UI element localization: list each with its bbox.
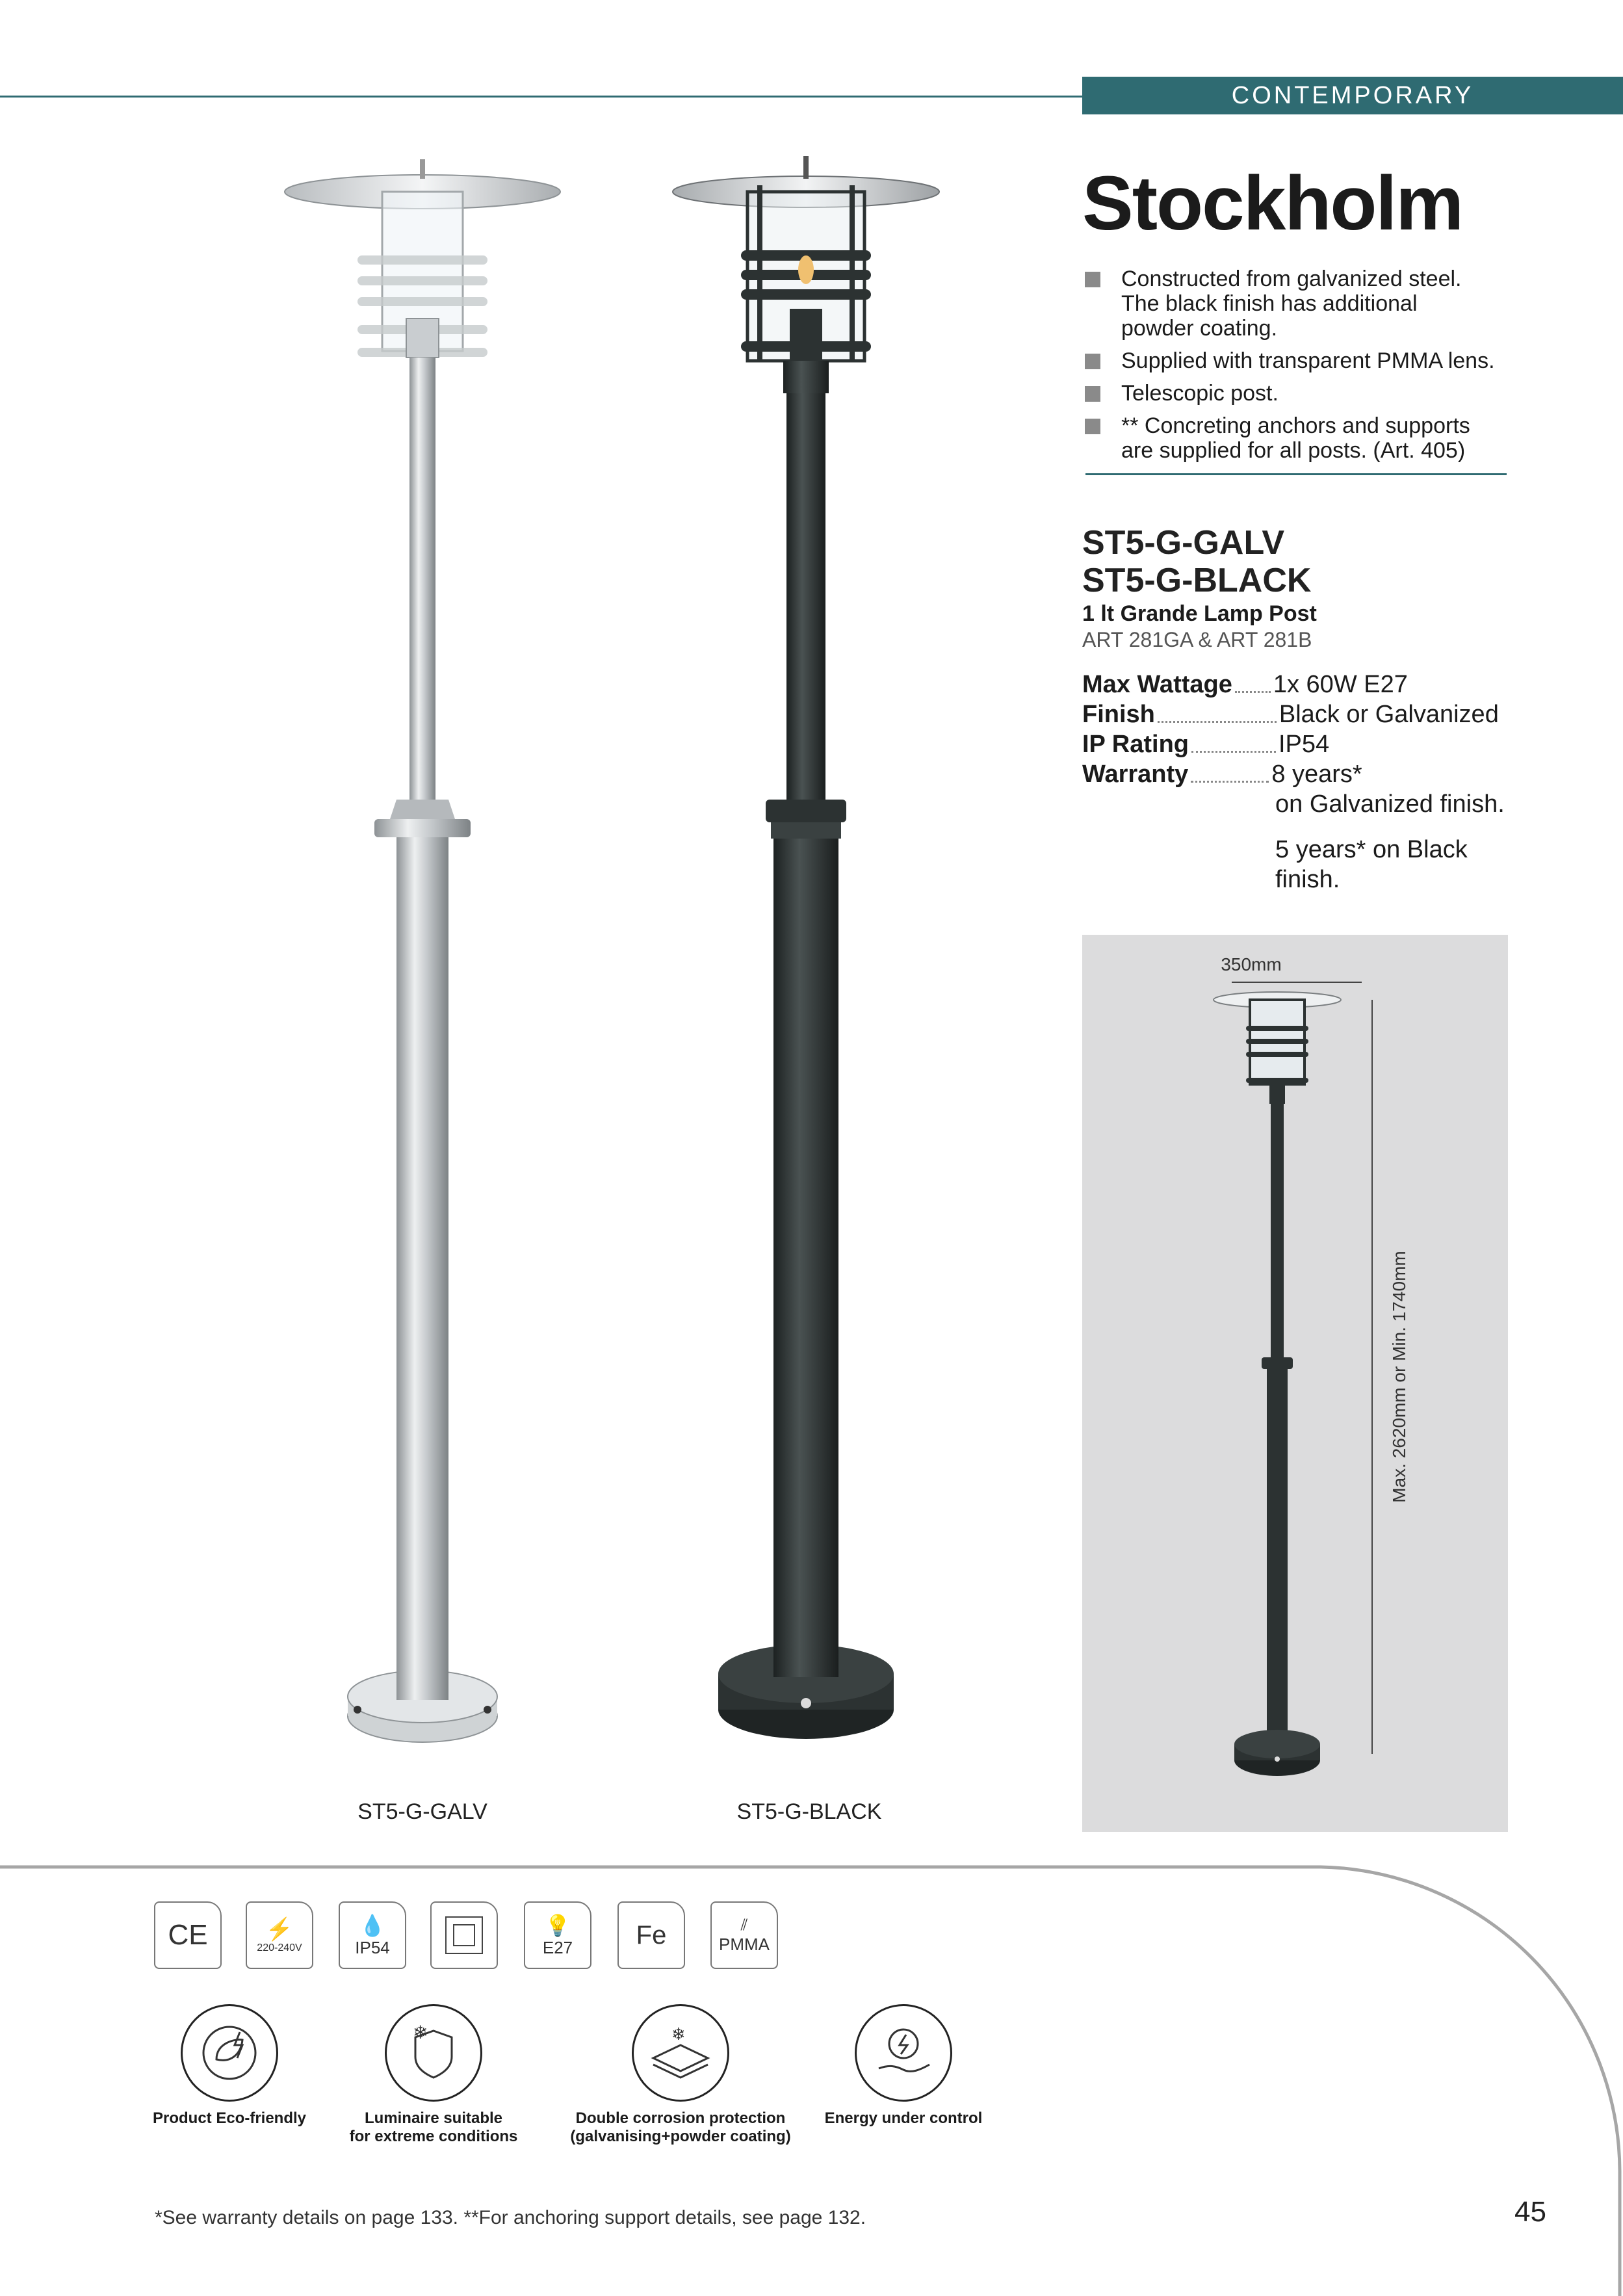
warranty-note: 5 years* on Black bbox=[1275, 836, 1468, 863]
product-code-black: ST5-G-BLACK bbox=[1082, 562, 1312, 599]
list-divider bbox=[1085, 473, 1507, 475]
feature-list bbox=[1082, 267, 1518, 471]
page-number: 45 bbox=[1514, 2196, 1546, 2228]
energy-hand-icon bbox=[855, 2004, 952, 2102]
lamp-silhouette-icon bbox=[1212, 987, 1342, 1793]
spec-row: Max Wattage 1x 60W E27 bbox=[1082, 671, 1408, 698]
height-dimension-line bbox=[1371, 1000, 1373, 1754]
svg-text:❄: ❄ bbox=[671, 2025, 686, 2044]
height-dimension-label: Max. 2620mm or Min. 1740mm bbox=[1389, 1251, 1409, 1503]
feature-label: Double corrosion protection (galvanising+powder coating) bbox=[570, 2109, 791, 2145]
extreme-conditions-icon bbox=[385, 2004, 482, 2102]
dimension-diagram bbox=[1082, 935, 1508, 1832]
spec-row: Warranty 8 years* bbox=[1082, 761, 1362, 788]
feature-label: Luminaire suitable for extreme conditions bbox=[349, 2109, 518, 2145]
header-rule bbox=[0, 96, 1082, 98]
warranty-note: finish. bbox=[1275, 866, 1340, 893]
pmma-icon: ⫽ PMMA bbox=[710, 1901, 778, 1969]
category-banner: CONTEMPORARY bbox=[1082, 77, 1623, 114]
product-name: 1 lt Grande Lamp Post bbox=[1082, 601, 1317, 626]
page-title: Stockholm bbox=[1082, 161, 1463, 246]
width-dimension-line bbox=[1232, 982, 1362, 983]
svg-text:❄: ❄ bbox=[413, 2022, 428, 2043]
feature-label: Product Eco-friendly bbox=[152, 2109, 307, 2127]
class-ii-icon bbox=[430, 1901, 498, 1969]
galvanized-lamp-image bbox=[260, 146, 598, 1778]
feature-label: Energy under control bbox=[824, 2109, 983, 2127]
feature-bullet: Constructed from galvanized steel. The black finish has additional powder coating. bbox=[1082, 267, 1518, 341]
galvanized-caption: ST5-G-GALV bbox=[357, 1799, 487, 1824]
feature-bullet: Telescopic post. bbox=[1082, 381, 1518, 406]
eco-leaf-icon bbox=[181, 2004, 278, 2102]
feature-bullet: ** Concreting anchors and supports are supplied for all posts. (Art. 405) bbox=[1082, 413, 1518, 463]
corrosion-protection-icon bbox=[632, 2004, 729, 2102]
feature-bullet: Supplied with transparent PMMA lens. bbox=[1082, 348, 1518, 373]
width-dimension-label: 350mm bbox=[1221, 954, 1282, 974]
water-drop-icon: 💧 IP54 bbox=[339, 1901, 406, 1969]
bulb-icon: 💡 E27 bbox=[524, 1901, 591, 1969]
ce-mark-icon: CE bbox=[154, 1901, 222, 1969]
voltage-icon: ⚡ 220-240V bbox=[246, 1901, 313, 1969]
iron-icon: Fe bbox=[617, 1901, 685, 1969]
black-lamp-image bbox=[643, 146, 981, 1778]
article-numbers: ART 281GA & ART 281B bbox=[1082, 628, 1312, 651]
spec-row: IP Rating IP54 bbox=[1082, 731, 1330, 758]
black-caption: ST5-G-BLACK bbox=[736, 1799, 882, 1824]
product-code-galv: ST5-G-GALV bbox=[1082, 524, 1285, 562]
footnote: *See warranty details on page 133. **For anchoring support details, see page 132. bbox=[155, 2207, 866, 2228]
warranty-note: on Galvanized finish. bbox=[1275, 790, 1505, 818]
spec-row: Finish Black or Galvanized bbox=[1082, 701, 1499, 728]
